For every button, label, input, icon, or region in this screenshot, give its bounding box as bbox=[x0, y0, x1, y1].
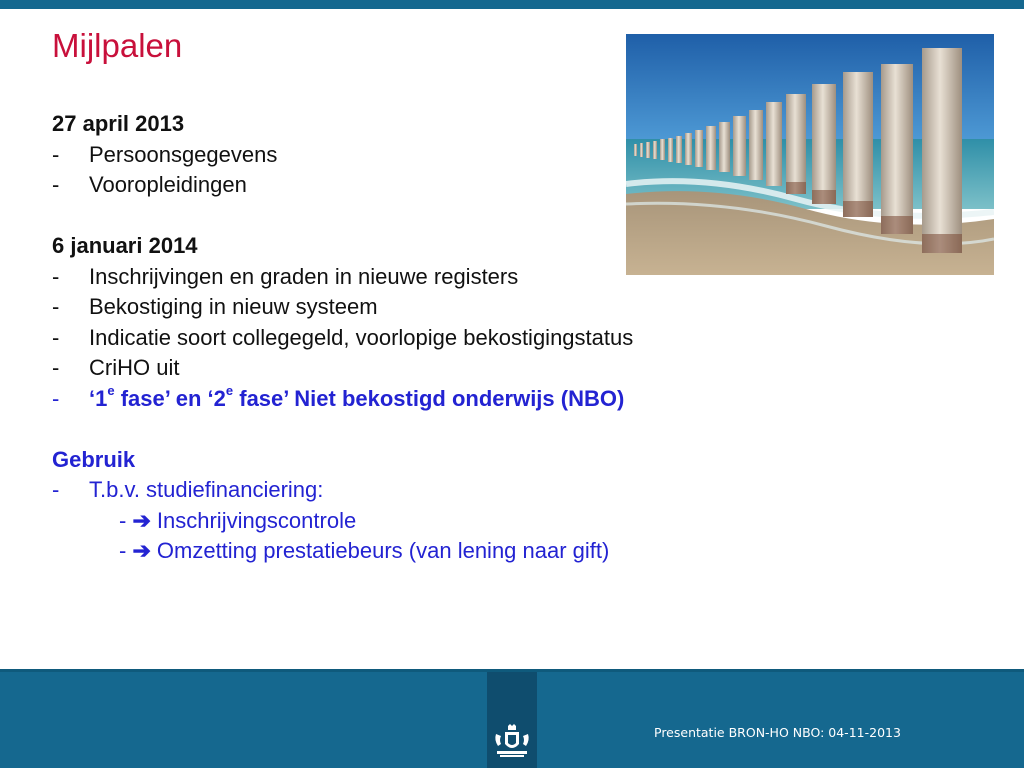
bullet-dash: - bbox=[52, 141, 60, 167]
list-item-highlight bbox=[52, 384, 752, 415]
slide-title: Mijlpalen bbox=[52, 27, 183, 64]
section-heading-3: Gebruik bbox=[52, 446, 136, 472]
footer-caption: Presentatie BRON-HO NBO: 04-11-2013 bbox=[654, 725, 901, 740]
emblem-box bbox=[487, 672, 537, 768]
bullet-dash: - bbox=[119, 507, 127, 533]
list-item-label: Inschrijvingen en graden in nieuwe registers bbox=[89, 263, 519, 289]
spacer bbox=[52, 414, 752, 445]
bullet-dash: - bbox=[52, 172, 60, 197]
bullet-dash: - bbox=[52, 324, 60, 350]
nbo-text: ‘1e fase’ en ‘2e fase’ Niet bekostigd onderwijs (NBO) bbox=[89, 383, 625, 411]
arrow-right-icon: ➔ bbox=[132, 538, 151, 563]
bullet-dash: - bbox=[52, 294, 60, 319]
sub-list-item bbox=[52, 506, 752, 537]
footer-bar bbox=[0, 669, 1024, 768]
sub-list-item-label: Omzetting prestatiebeurs (van lening naar gift) bbox=[156, 538, 610, 563]
sub-list-item bbox=[52, 536, 752, 567]
list-item bbox=[52, 323, 752, 354]
bullet-dash: - bbox=[52, 355, 60, 380]
list-item bbox=[52, 353, 752, 384]
list-item-label: T.b.v. studiefinanciering: bbox=[89, 477, 324, 502]
list-item bbox=[52, 475, 752, 506]
bullet-dash: - bbox=[119, 538, 127, 563]
section-heading-1: 27 april 2013 bbox=[52, 111, 185, 136]
arrow-right-icon: ➔ bbox=[132, 507, 151, 533]
coat-of-arms-icon bbox=[491, 724, 533, 760]
sub-list-item-label: Inschrijvingscontrole bbox=[156, 507, 357, 533]
bullet-dash: - bbox=[52, 477, 60, 502]
bullet-dash: - bbox=[52, 385, 60, 411]
list-item-label: Persoonsgegevens bbox=[89, 141, 278, 167]
section-heading-2: 6 januari 2014 bbox=[52, 233, 198, 258]
beach-poles-photo bbox=[626, 34, 994, 275]
list-item-label: Indicatie soort collegegeld, voorlopige bekostigingstatus bbox=[89, 324, 634, 350]
bullet-dash: - bbox=[52, 263, 60, 289]
top-stripe bbox=[0, 0, 1024, 9]
list-item bbox=[52, 292, 752, 323]
list-item-label: Bekostiging in nieuw systeem bbox=[89, 294, 378, 319]
list-item-label: Vooropleidingen bbox=[89, 172, 247, 197]
list-item-label: CriHO uit bbox=[89, 355, 180, 380]
